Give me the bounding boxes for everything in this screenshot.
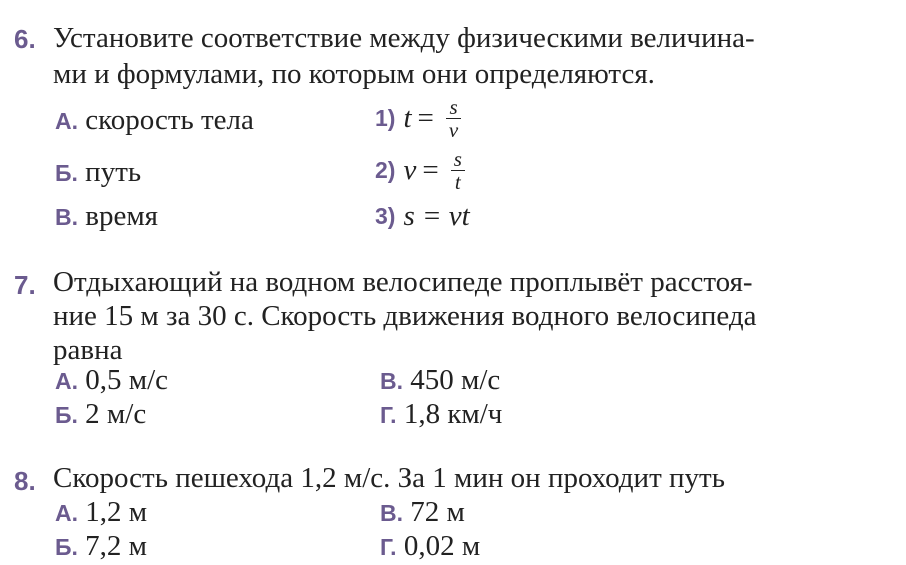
option-text: 0,5 м/с	[85, 364, 169, 396]
answer-option-v	[380, 364, 500, 397]
option-label: Б.	[55, 534, 78, 560]
option-text: 72 м	[410, 496, 465, 528]
question-text-line: Скорость пешехода 1,2 м/с. За 1 мин он проходит путь	[53, 462, 725, 494]
answer-option-a	[55, 496, 147, 529]
option-label: А.	[55, 368, 78, 394]
match-label: Б.	[55, 160, 78, 186]
formula-lhs: t	[403, 102, 412, 134]
match-item-a	[55, 104, 254, 137]
answer-option-b	[55, 398, 146, 431]
option-label: А.	[55, 500, 78, 526]
match-item-b	[55, 156, 141, 189]
formula-lhs: v	[403, 154, 417, 186]
formula-fraction	[446, 96, 461, 141]
option-text: 1,2 м	[85, 496, 148, 528]
answer-option-a	[55, 364, 168, 397]
question-text-line: равна	[53, 334, 123, 366]
option-text: 2 м/с	[85, 398, 147, 430]
option-label: Б.	[55, 402, 78, 428]
fraction-denominator: v	[448, 118, 459, 142]
option-label: В.	[380, 368, 403, 394]
formula-1	[375, 96, 461, 141]
answer-option-b	[55, 530, 147, 563]
option-text: 450 м/с	[410, 364, 501, 396]
match-label: В.	[55, 204, 78, 230]
answer-option-v	[380, 496, 465, 529]
question-text-line: Установите соответствие между физическими величина-	[53, 22, 755, 54]
question-text-line: Отдыхающий на водном велосипеде проплывёт расстоя-	[53, 266, 753, 298]
fraction-numerator: s	[451, 148, 465, 171]
formula-eq: =	[417, 102, 434, 134]
question-number: 8.	[14, 466, 36, 496]
formula-2	[375, 148, 465, 193]
option-label: В.	[380, 500, 403, 526]
match-text: скорость тела	[85, 104, 254, 136]
fraction-numerator: s	[446, 96, 460, 119]
match-item-v	[55, 200, 158, 233]
option-text: 0,02 м	[403, 530, 481, 562]
question-number: 6.	[14, 24, 36, 54]
formula-fraction	[451, 148, 465, 193]
formula-3	[375, 200, 470, 233]
answer-option-g	[380, 398, 502, 431]
fraction-denominator: t	[454, 170, 461, 194]
answer-option-g	[380, 530, 480, 563]
match-text: путь	[85, 156, 142, 188]
formula-eq: =	[422, 154, 439, 186]
question-number: 7.	[14, 270, 36, 300]
match-label: А.	[55, 108, 78, 134]
question-text-line: ние 15 м за 30 с. Скорость движения водного велосипеда	[53, 300, 757, 332]
question-text-line: ми и формулами, по которым они определяются.	[53, 58, 655, 90]
option-text: 7,2 м	[85, 530, 148, 562]
formula-expression: s = vt	[403, 200, 470, 232]
match-text: время	[85, 200, 159, 232]
formula-label: 1)	[375, 105, 396, 131]
formula-label: 3)	[375, 203, 396, 229]
option-text: 1,8 км/ч	[403, 398, 503, 430]
option-label: Г.	[380, 534, 397, 560]
formula-label: 2)	[375, 157, 396, 183]
option-label: Г.	[380, 402, 397, 428]
